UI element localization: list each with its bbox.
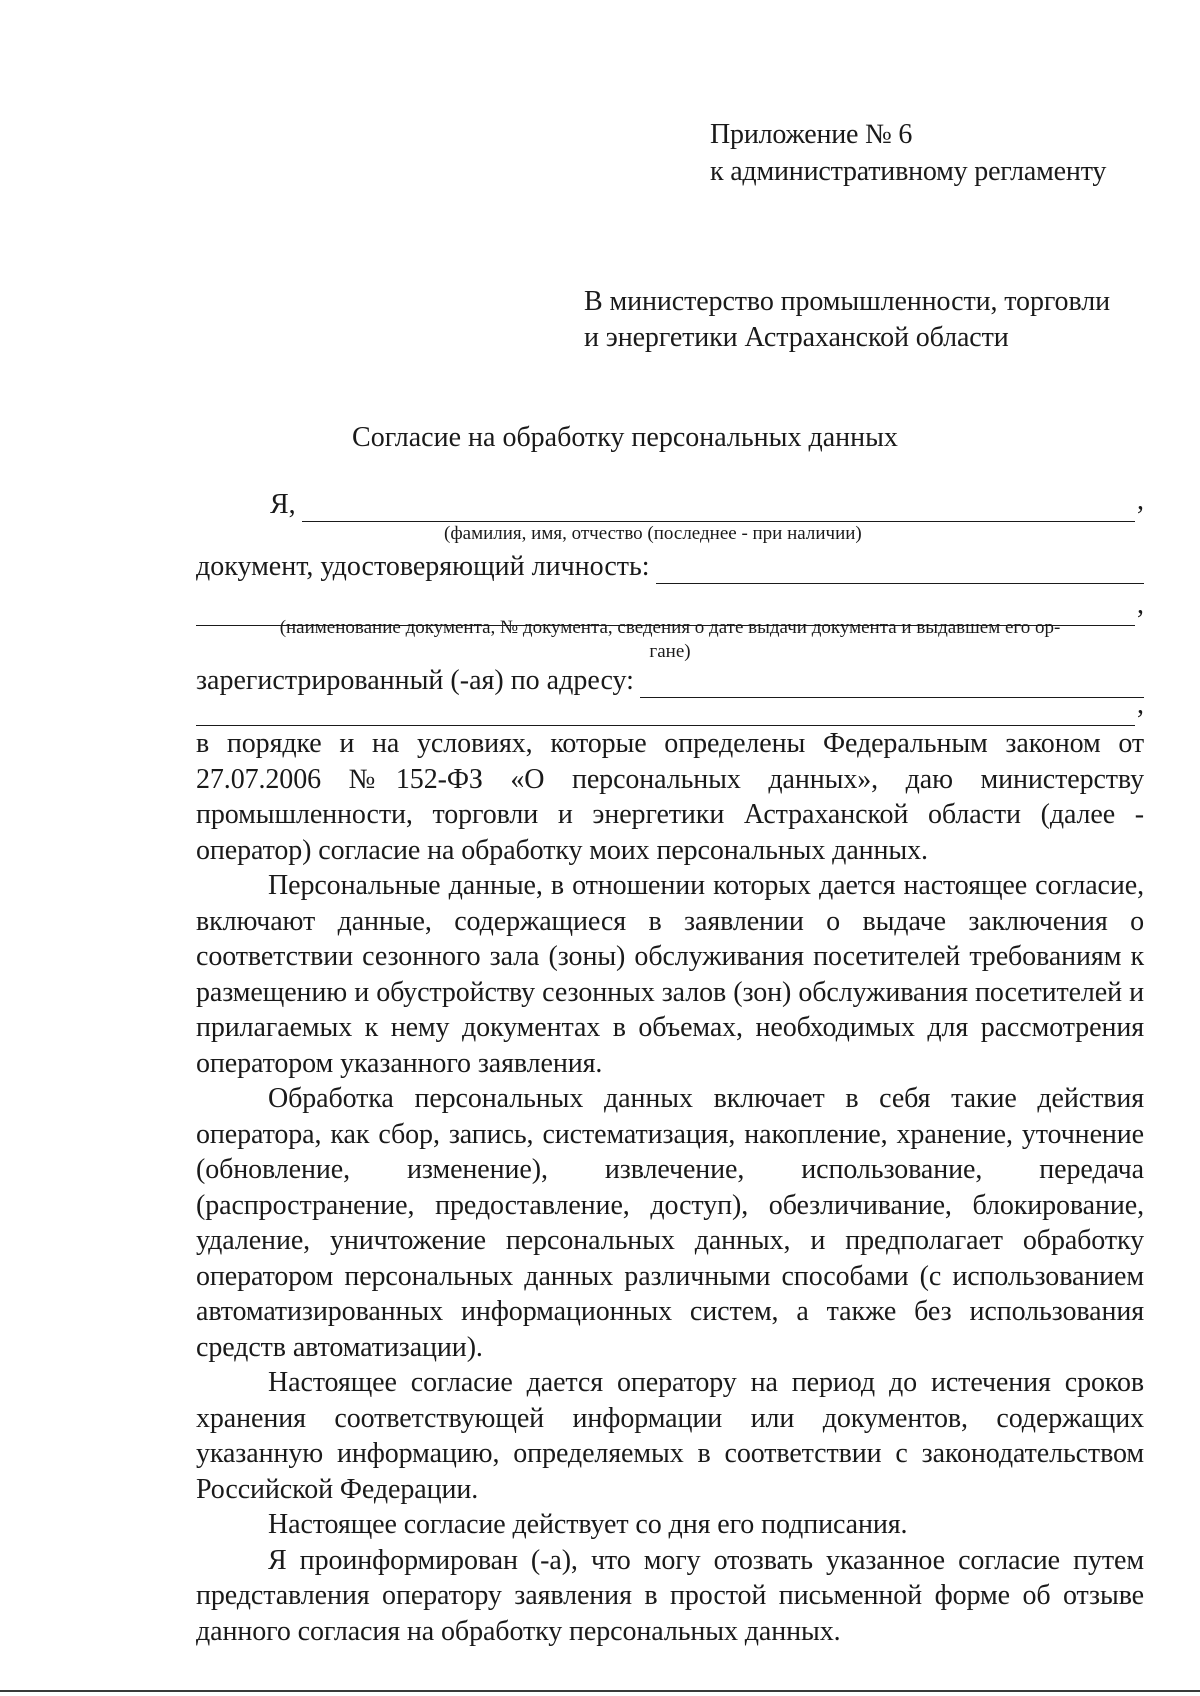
paragraph-personal-data: Персональные данные, в отношении которых дается настоящее согласие, включают данные, содержащиеся в заявлении о выдаче заключения о соответствии сезонного зала (зоны) обслуживания посетителей требованиям к размещению и обустройству сезонных залов (зон) обслуживания посетителей и прилагаемых к нему документах в объемах, необходимых для рассмотрения оператором указанного заявления. xyxy=(196,870,1144,1079)
paragraph-intro: в порядке и на условиях, которые определены Федеральным законом от 27.07.2006 №152-ФЗ «О персональных данных», даю министерству промышленности, торговли и энергетики Астраханской области (далее - оператор) согласие на обработку моих персональных данных. xyxy=(196,728,1144,866)
consent-body xyxy=(196,726,1144,1649)
paragraph-term: Настоящее согласие дается оператору на период до истечения сроков хранения соответствующей информации или документов, содержащих указанную информацию, определяемых в соответствии с законодательством Российской Федерации. xyxy=(196,1367,1144,1505)
paragraph-effective: Настоящее согласие действует со дня его подписания. xyxy=(268,1509,908,1540)
id-doc-caption-line-1: (наименование документа, № документа, сведения о дате выдачи документа и выдавшем его ор- xyxy=(279,617,1061,638)
address-field-row xyxy=(196,664,1144,698)
paragraph-processing: Обработка персональных данных включает в себя такие действия оператора, как сбор, запись, систематизация, накопление, хранение, уточнение (обновление, изменение), извлечение, использование, передача (распространение, предоставление, доступ), обезличивание, блокирование, удаление, уничтожение персональных данных, и предполагает обработку оператором персональных данных различными способами (с использованием автоматизированных информационных систем, а также без использования средств автоматизации). xyxy=(196,1083,1144,1363)
name-prefix: Я, xyxy=(270,489,296,520)
id-doc-blank-line-1[interactable] xyxy=(656,559,1144,584)
id-doc-caption-line-2: гане) xyxy=(649,641,691,662)
address-label: зарегистрированный (-ая) по адресу: xyxy=(196,665,634,696)
page-bottom-rule xyxy=(0,1690,1200,1692)
id-doc-label: документ, удостоверяющий личность: xyxy=(196,551,650,582)
document-title: Согласие на обработку персональных данных xyxy=(352,422,898,453)
appendix-reference: к административному регламенту xyxy=(710,156,1107,187)
name-caption: (фамилия, имя, отчество (последнее - при наличии) xyxy=(444,523,862,544)
address-comma: , xyxy=(1137,689,1144,720)
address-blank-line-1[interactable] xyxy=(640,673,1144,698)
addressee-block xyxy=(584,284,1110,356)
address-field-row-2 xyxy=(196,689,1144,726)
name-field-row xyxy=(270,485,1144,522)
address-blank-line-2[interactable] xyxy=(196,701,1135,726)
name-comma: , xyxy=(1137,485,1144,516)
appendix-header xyxy=(710,116,1106,190)
name-blank-line[interactable] xyxy=(302,497,1135,522)
appendix-number: Приложение № 6 xyxy=(710,119,913,150)
id-doc-field-row xyxy=(196,550,1144,584)
addressee-line-1: В министерство промышленности, торговли xyxy=(584,286,1110,317)
paragraph-revocation: Я проинформирован (-а), что могу отозвать указанное согласие путем представления оператору заявления в простой письменной форме об отзыве данного согласия на обработку персональных данных. xyxy=(196,1544,1144,1647)
id-doc-comma: , xyxy=(1137,589,1144,620)
addressee-line-2: и энергетики Астраханской области xyxy=(584,322,1009,353)
